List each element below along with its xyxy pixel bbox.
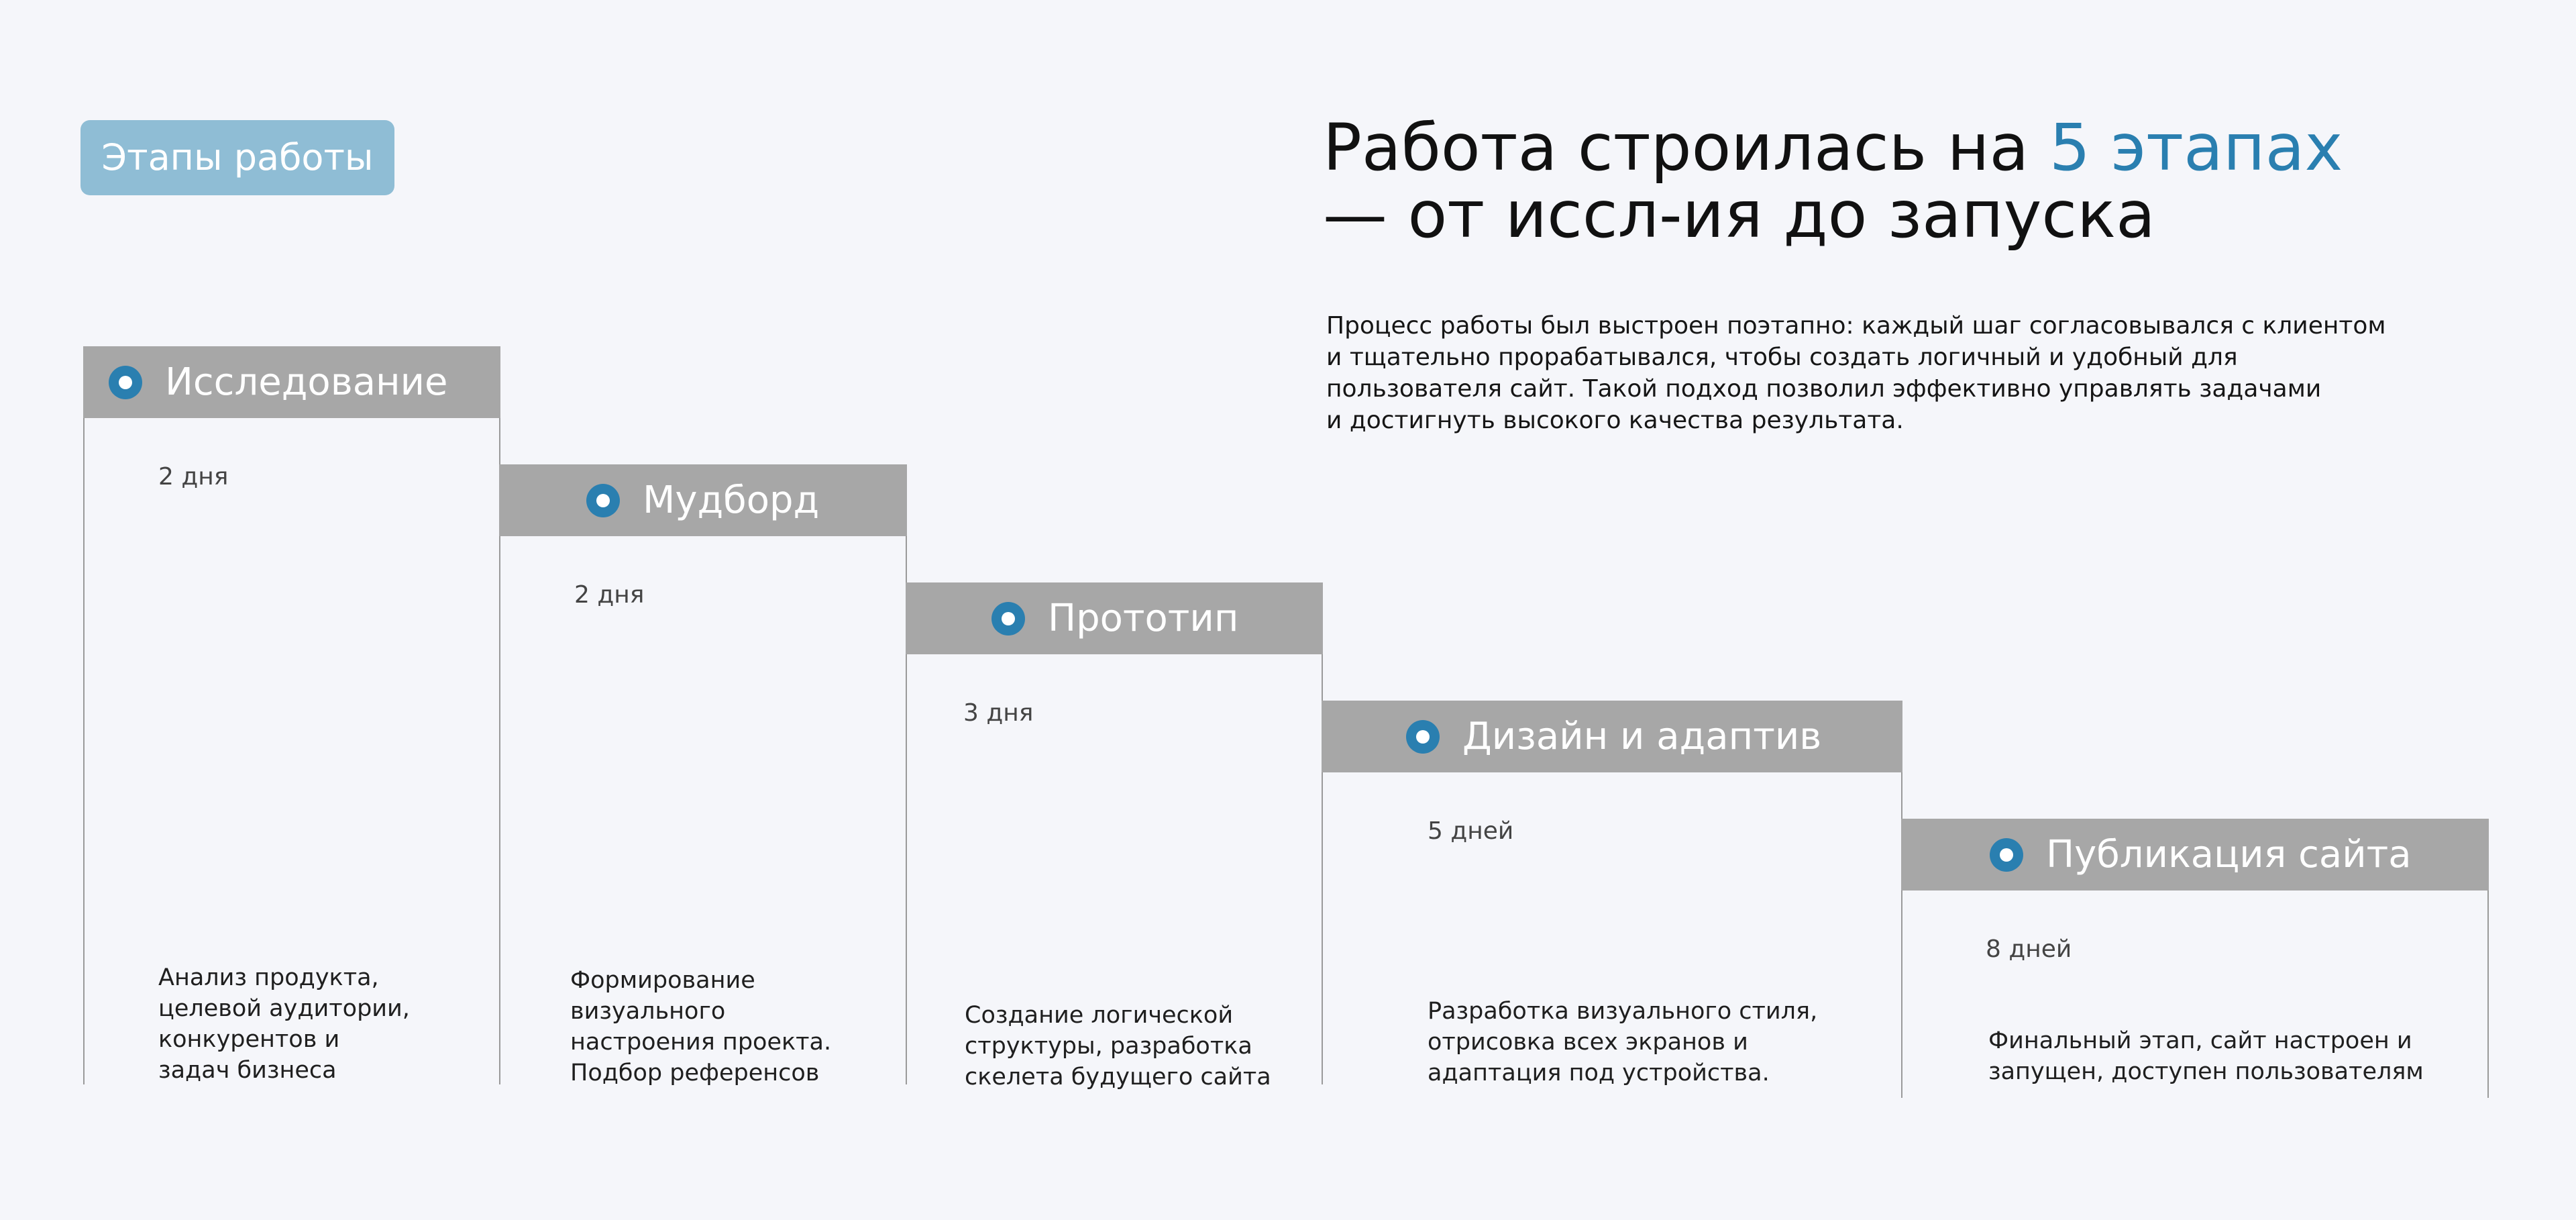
stage-description: Финальный этап, сайт настроен и запущен, доступен пользователям: [1988, 1027, 2424, 1085]
stage-header: [906, 582, 1323, 654]
stage-research: [83, 346, 500, 1084]
page-title-part1: Работа строилась на: [1323, 110, 2049, 185]
stage-title: Дизайн и адаптив: [1462, 715, 1822, 758]
stage-header: [83, 346, 500, 418]
stage-moodboard: [499, 464, 907, 1084]
stage-title: Исследование: [165, 360, 448, 404]
stage-prototype: [906, 582, 1323, 1090]
section-badge-label: Этапы работы: [101, 136, 374, 179]
stage-marker-icon: [1406, 720, 1440, 754]
stage-header: [1322, 701, 1902, 772]
stage-header: [1901, 819, 2489, 891]
stage-duration: 2 дня: [574, 581, 645, 609]
page-title-accent: 5 этапах: [2049, 110, 2343, 185]
stage-description: Разработка визуального стиля, отрисовка всех экранов и адаптация под устройства.: [1428, 998, 1818, 1086]
stage-description: Формирование визуального настроения проекта. Подбор референсов: [570, 967, 832, 1086]
stage-duration: 2 дня: [158, 463, 229, 491]
section-badge: [80, 120, 394, 195]
stage-marker-icon: [991, 602, 1025, 636]
stage-marker-icon: [109, 366, 142, 399]
stage-header: [499, 464, 907, 536]
page-title-line2: — от иссл-ия до запуска: [1323, 177, 2155, 252]
page-title: [1323, 110, 2530, 252]
stage-description: Анализ продукта, целевой аудитории, конкурентов и задач бизнеса: [158, 964, 410, 1084]
stage-design: [1322, 701, 1902, 1084]
stage-title: Публикация сайта: [2046, 833, 2412, 876]
stage-duration: 8 дней: [1986, 935, 2072, 963]
stage-title: Мудборд: [643, 478, 820, 522]
stage-marker-icon: [1990, 838, 2023, 872]
intro-paragraph: Процесс работы был выстроен поэтапно: каждый шаг согласовывался с клиентом и тщательно прорабатывался, чтобы создать логичный и удобный для пользователя сайт. Такой подход позволил эффективно управлять задачами и достигнуть высокого качества результата.: [1326, 312, 2386, 434]
stage-title: Прототип: [1048, 597, 1239, 640]
stage-description: Создание логической структуры, разработка скелета будущего сайта: [965, 1002, 1271, 1090]
stage-duration: 5 дней: [1428, 817, 1514, 845]
stage-duration: 3 дня: [963, 699, 1034, 727]
stage-publication: [1901, 819, 2489, 1098]
stage-marker-icon: [586, 484, 620, 517]
